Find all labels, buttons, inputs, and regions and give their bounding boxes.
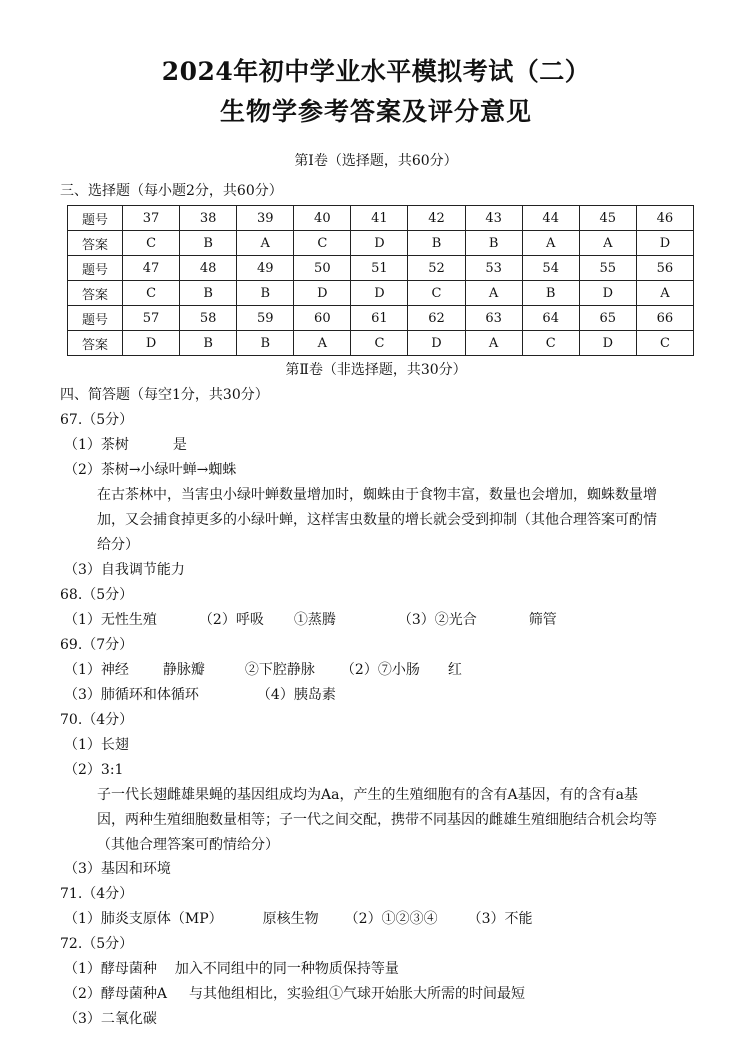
table-cell: A: [237, 231, 294, 256]
q69-heading: 69.（7分）: [60, 637, 134, 653]
q71-answer-b: 原核生物: [262, 911, 319, 927]
table-cell: 50: [294, 256, 351, 281]
table-cell: 37: [123, 206, 180, 231]
table-cell: A: [465, 331, 522, 356]
table-cell: 63: [465, 306, 522, 331]
q68-answer-d: （3）②光合: [397, 612, 477, 628]
table-cell: D: [636, 231, 693, 256]
table-cell: 45: [579, 206, 636, 231]
table-row: [68, 256, 694, 281]
table-cell: 65: [579, 306, 636, 331]
table-cell: 52: [408, 256, 465, 281]
table-cell: D: [351, 281, 408, 306]
volume-2-heading: 第Ⅱ卷（非选择题，共30分）: [285, 362, 467, 378]
table-cell: B: [408, 231, 465, 256]
table-cell: B: [237, 331, 294, 356]
q72-2-b: 与其他组相比，实验组①气球开始胀大所需的时间最短: [189, 986, 526, 1002]
q68-answers: [64, 609, 557, 629]
q67-explanation-line-1: 在古茶林中，当害虫小绿叶蝉数量增加时，蜘蛛由于食物丰富，数量也会增加，蜘蛛数量增: [97, 487, 657, 503]
table-cell: 54: [522, 256, 579, 281]
table-cell: B: [522, 281, 579, 306]
section-3-heading: 三、选择题（每小题2分，共60分）: [60, 183, 283, 199]
q70-answer-1: （1）长翅: [64, 737, 129, 753]
table-cell: 55: [579, 256, 636, 281]
table-cell: C: [408, 281, 465, 306]
q70-answer-3: （3）基因和环境: [64, 861, 171, 877]
q69-answers-row-2: [64, 684, 336, 704]
q69-answer-e: 红: [447, 662, 462, 678]
q67-answer-3: （3）自我调节能力: [64, 562, 185, 578]
table-cell: 62: [408, 306, 465, 331]
q71-heading: 71.（4分）: [60, 886, 134, 902]
q68-answer-c: ①蒸腾: [293, 612, 336, 628]
table-cell: 49: [237, 256, 294, 281]
q70-explanation-line-1: 子一代长翅雌雄果蝇的基因组成均为Aa，产生的生殖细胞有的含有A基因，有的含有a基: [97, 787, 638, 803]
table-cell: A: [636, 281, 693, 306]
table-cell: A: [294, 331, 351, 356]
q72-answer-3: （3）二氧化碳: [64, 1011, 157, 1027]
table-cell: 59: [237, 306, 294, 331]
q72-answer-2: [64, 983, 525, 1003]
table-cell: D: [123, 331, 180, 356]
table-row: [68, 331, 694, 356]
q72-heading: 72.（5分）: [60, 936, 134, 952]
q69-answer-a: （1）神经: [64, 662, 129, 678]
table-cell: D: [579, 281, 636, 306]
table-cell: 44: [522, 206, 579, 231]
q71-answer-d: （3）不能: [467, 911, 533, 927]
page-title: 2024年初中学业水平模拟考试（二）: [161, 57, 591, 86]
q69-answer-c: ②下腔静脉: [244, 662, 315, 678]
table-cell: 48: [180, 256, 237, 281]
q71-answers: [64, 908, 533, 928]
q67-answer-2: （2）茶树→小绿叶蝉→蜘蛛: [64, 462, 237, 478]
table-cell: D: [351, 231, 408, 256]
q72-1-a: （1）酵母菌种: [64, 961, 157, 977]
table-cell: 57: [123, 306, 180, 331]
table-row: [68, 306, 694, 331]
table-cell: 41: [351, 206, 408, 231]
q68-answer-b: （2）呼吸: [198, 612, 264, 628]
table-cell: 66: [636, 306, 693, 331]
table-cell: 53: [465, 256, 522, 281]
table-row-header: 答案: [68, 281, 123, 306]
table-cell: D: [408, 331, 465, 356]
table-cell: C: [522, 331, 579, 356]
table-cell: 40: [294, 206, 351, 231]
table-cell: C: [123, 231, 180, 256]
table-cell: 56: [636, 256, 693, 281]
table-cell: B: [237, 281, 294, 306]
q71-answer-a: （1）肺炎支原体（MP）: [64, 911, 223, 927]
q70-explanation-line-3: （其他合理答案可酌情给分）: [97, 837, 279, 853]
q69-answer-g: （4）胰岛素: [256, 687, 336, 703]
q68-answer-e: 筛管: [528, 612, 557, 628]
table-cell: B: [180, 331, 237, 356]
section-4-heading: 四、简答题（每空1分，共30分）: [60, 387, 269, 403]
q69-answer-f: （3）肺循环和体循环: [64, 687, 199, 703]
table-cell: A: [522, 231, 579, 256]
q70-answer-2: （2）3:1: [64, 762, 124, 778]
table-row: [68, 206, 694, 231]
table-cell: C: [294, 231, 351, 256]
q72-2-a: （2）酵母菌种A: [64, 986, 168, 1002]
q69-answer-d: （2）⑦小肠: [340, 662, 420, 678]
table-cell: 43: [465, 206, 522, 231]
table-row-header: 题号: [68, 306, 123, 331]
table-cell: 38: [180, 206, 237, 231]
q67-explanation-line-2: 加，又会捕食掉更多的小绿叶蝉，这样害虫数量的增长就会受到抑制（其他合理答案可酌情: [97, 512, 657, 528]
q67-1-judgement: 是: [172, 437, 187, 453]
table-cell: D: [579, 331, 636, 356]
q67-answer-1: [64, 434, 187, 454]
table-cell: B: [180, 231, 237, 256]
table-cell: 42: [408, 206, 465, 231]
table-cell: 47: [123, 256, 180, 281]
table-cell: 61: [351, 306, 408, 331]
table-cell: 46: [636, 206, 693, 231]
table-row-header: 答案: [68, 231, 123, 256]
page-subtitle: 生物学参考答案及评分意见: [219, 97, 532, 126]
table-cell: 39: [237, 206, 294, 231]
q67-heading: 67.（5分）: [60, 412, 134, 428]
table-cell: 51: [351, 256, 408, 281]
table-row: [68, 281, 694, 306]
q69-answer-b: 静脉瓣: [162, 662, 205, 678]
q70-explanation-line-2: 因，两种生殖细胞数量相等；子一代之间交配，携带不同基因的雌雄生殖细胞结合机会均等: [97, 812, 657, 828]
table-row-header: 题号: [68, 206, 123, 231]
q67-1-producer: （1）茶树: [64, 437, 129, 453]
table-cell: 64: [522, 306, 579, 331]
q67-explanation-line-3: 给分）: [97, 537, 139, 553]
q69-answers-row-1: [64, 659, 462, 679]
q71-answer-c: （2）①②③④: [344, 911, 438, 927]
table-cell: C: [636, 331, 693, 356]
table-cell: C: [351, 331, 408, 356]
q70-heading: 70.（4分）: [60, 712, 134, 728]
q72-answer-1: [64, 958, 399, 978]
table-cell: C: [123, 281, 180, 306]
answer-table: [67, 205, 694, 356]
table-cell: A: [465, 281, 522, 306]
table-cell: B: [180, 281, 237, 306]
table-cell: 58: [180, 306, 237, 331]
q68-answer-a: （1）无性生殖: [64, 612, 157, 628]
q72-1-b: 加入不同组中的同一种物质保持等量: [174, 961, 399, 977]
table-row-header: 题号: [68, 256, 123, 281]
volume-1-heading: 第Ⅰ卷（选择题，共60分）: [294, 153, 458, 169]
table-row-header: 答案: [68, 331, 123, 356]
table-cell: A: [579, 231, 636, 256]
table-cell: B: [465, 231, 522, 256]
q68-heading: 68.（5分）: [60, 587, 134, 603]
table-cell: 60: [294, 306, 351, 331]
table-cell: D: [294, 281, 351, 306]
table-row: [68, 231, 694, 256]
